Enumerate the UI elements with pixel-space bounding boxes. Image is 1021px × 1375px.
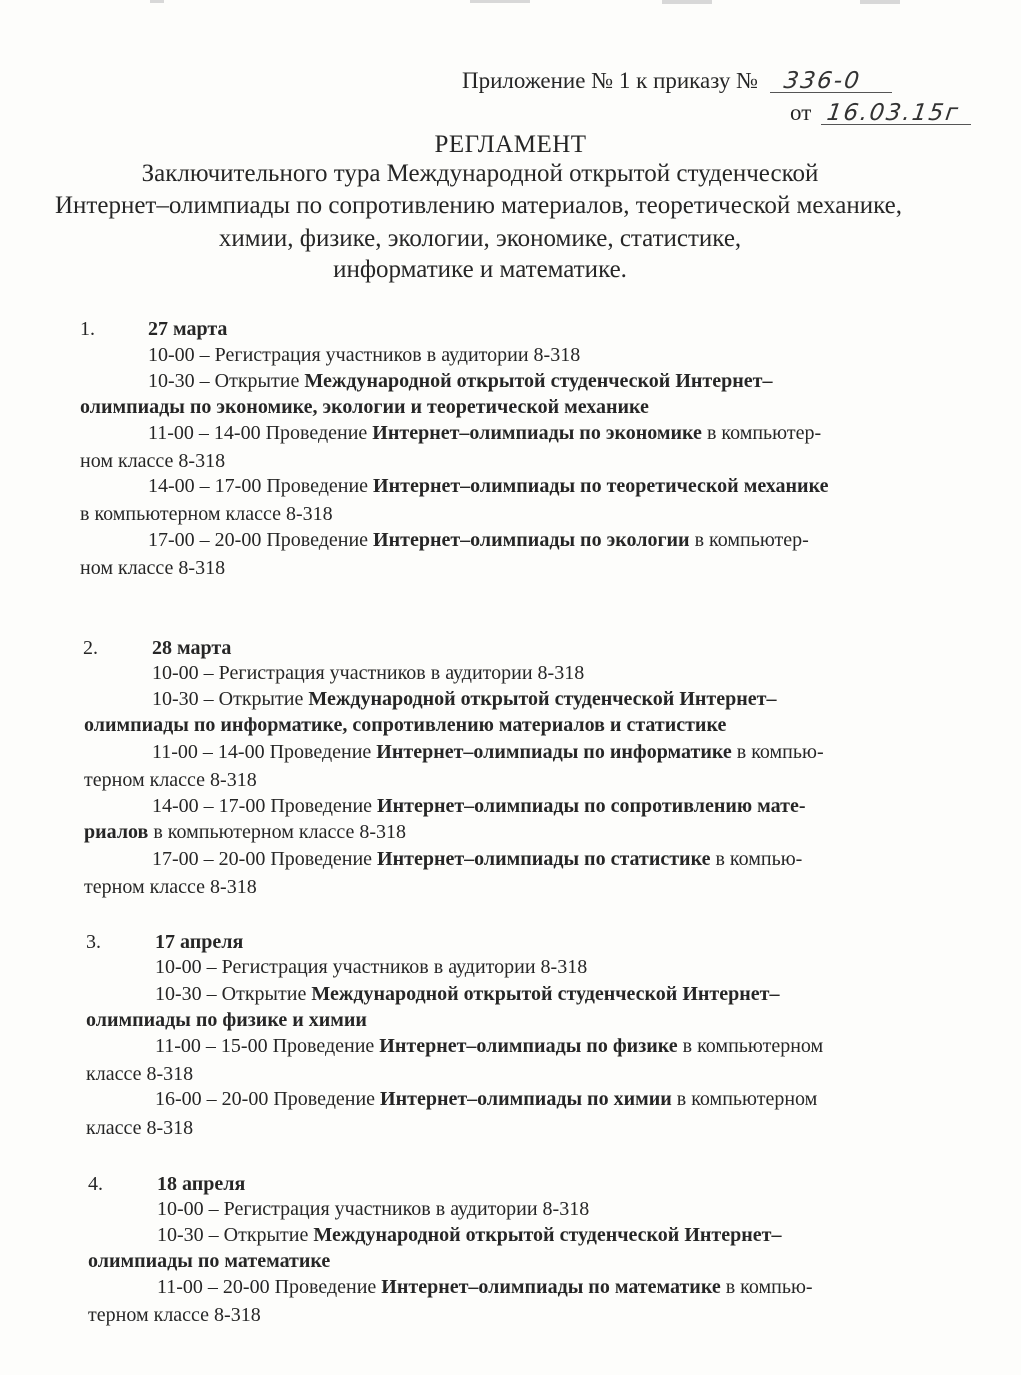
schedule-line xyxy=(155,956,587,979)
line-text: в компью- xyxy=(720,1276,813,1298)
line-text: ном классе 8-318 xyxy=(80,557,226,579)
section-number: 4. xyxy=(88,1173,103,1195)
event-title: Международной открытой студенческой Интернет– xyxy=(308,688,777,710)
schedule-line xyxy=(86,1063,193,1086)
section-number: 3. xyxy=(86,931,101,953)
schedule-line xyxy=(84,876,257,899)
scan-artifact xyxy=(150,0,164,3)
event-title: Международной открытой студенческой Интернет– xyxy=(304,370,773,392)
subtitle-line: информатике и математике. xyxy=(333,256,627,283)
schedule-line xyxy=(152,741,824,764)
schedule-line xyxy=(84,821,406,844)
line-text: 17-00 – 20-00 Проведение xyxy=(148,529,374,551)
section-date: 27 марта xyxy=(148,318,228,340)
schedule-line xyxy=(148,344,580,367)
section-number: 1. xyxy=(80,318,95,340)
schedule-line xyxy=(80,396,649,419)
schedule-line xyxy=(88,1304,261,1327)
line-text: в компьютерном классе 8-318 xyxy=(80,503,333,525)
order-date-line xyxy=(790,100,971,126)
appendix-text: Приложение № 1 к приказу № xyxy=(462,68,759,93)
scan-artifact xyxy=(860,0,900,4)
schedule-line xyxy=(86,1009,367,1032)
section-date: 18 апреля xyxy=(157,1173,246,1195)
schedule-line xyxy=(88,1250,330,1273)
line-text: терном классе 8-318 xyxy=(88,1304,261,1326)
line-text: 10-30 – Открытие xyxy=(155,983,312,1005)
order-number-handwritten: 336-0 xyxy=(781,68,863,94)
subtitle-line: Интернет–олимпиады по сопротивлению материалов, теоретической механике, xyxy=(54,192,903,219)
schedule-line xyxy=(84,769,257,792)
line-text: в компьютер- xyxy=(701,422,822,444)
order-date-field xyxy=(821,102,971,125)
event-title: Интернет–олимпиады по статистике xyxy=(377,848,711,870)
subtitle-line: Заключительного тура Международной открытой студенческой xyxy=(141,160,819,187)
line-text: 11-00 – 20-00 Проведение xyxy=(157,1276,382,1298)
event-title: Интернет–олимпиады по информатике xyxy=(376,741,732,763)
schedule-line xyxy=(84,714,726,737)
schedule-line xyxy=(152,795,805,818)
line-text: 14-00 – 17-00 Проведение xyxy=(152,795,378,817)
line-text: терном классе 8-318 xyxy=(84,769,257,791)
line-text: в компьютерном xyxy=(671,1088,818,1110)
line-text: ном классе 8-318 xyxy=(80,450,226,472)
line-text: 10-30 – Открытие xyxy=(148,370,305,392)
schedule-line xyxy=(80,557,225,580)
line-text: 10-00 – Регистрация участников в аудитории 8-318 xyxy=(152,662,585,684)
schedule-line xyxy=(148,370,772,393)
schedule-line xyxy=(157,1198,589,1221)
line-text: 10-00 – Регистрация участников в аудитории 8-318 xyxy=(157,1198,590,1220)
schedule-line xyxy=(80,450,225,473)
event-title: Интернет–олимпиады по сопротивлению мате- xyxy=(377,795,806,817)
schedule-line xyxy=(152,662,584,685)
event-title: олимпиады по математике xyxy=(88,1250,331,1272)
line-text: в компью- xyxy=(731,741,824,763)
line-text: классе 8-318 xyxy=(86,1063,194,1085)
event-title: Интернет–олимпиады по экономике xyxy=(372,422,702,444)
event-title: Международной открытой студенческой Интернет– xyxy=(311,983,780,1005)
line-text: 10-30 – Открытие xyxy=(157,1224,314,1246)
document-title: РЕГЛАМЕНТ xyxy=(434,131,587,158)
line-text: 11-00 – 15-00 Проведение xyxy=(155,1035,380,1057)
event-title: риалов xyxy=(84,821,149,843)
line-text: в компью- xyxy=(710,848,803,870)
date-prefix: от xyxy=(790,100,812,125)
schedule-line xyxy=(80,503,333,526)
line-text: 10-00 – Регистрация участников в аудитории 8-318 xyxy=(155,956,588,978)
event-title: Интернет–олимпиады по экологии xyxy=(373,529,690,551)
schedule-line xyxy=(148,529,809,552)
line-text: 11-00 – 14-00 Проведение xyxy=(152,741,377,763)
event-title: олимпиады по физике и химии xyxy=(86,1009,367,1031)
line-text: терном классе 8-318 xyxy=(84,876,257,898)
scan-artifact xyxy=(662,0,712,4)
section-date: 17 апреля xyxy=(155,931,244,953)
subtitle-line: химии, физике, экологии, экономике, статистике, xyxy=(218,225,742,252)
event-title: Международной открытой студенческой Интернет– xyxy=(313,1224,782,1246)
line-text: в компьютерном классе 8-318 xyxy=(148,821,406,843)
event-title: олимпиады по информатике, сопротивлению материалов и статистике xyxy=(84,714,727,736)
schedule-line xyxy=(155,1088,817,1111)
event-title: Интернет–олимпиады по теоретической механике xyxy=(373,475,829,497)
line-text: 16-00 – 20-00 Проведение xyxy=(155,1088,381,1110)
schedule-line xyxy=(152,688,776,711)
line-text: 17-00 – 20-00 Проведение xyxy=(152,848,378,870)
line-text: в компьютер- xyxy=(689,529,809,551)
event-title: Интернет–олимпиады по математике xyxy=(381,1276,721,1298)
order-number-field xyxy=(770,70,892,93)
scan-artifact xyxy=(470,0,530,3)
line-text: классе 8-318 xyxy=(86,1117,194,1139)
event-title: Интернет–олимпиады по физике xyxy=(379,1035,678,1057)
appendix-header xyxy=(462,68,892,94)
schedule-line xyxy=(148,475,828,498)
schedule-line xyxy=(152,848,802,871)
schedule-line xyxy=(157,1224,781,1247)
line-text: 11-00 – 14-00 Проведение xyxy=(148,422,373,444)
event-title: олимпиады по экономике, экологии и теоретической механике xyxy=(80,396,649,418)
schedule-line xyxy=(155,983,779,1006)
order-date-handwritten: 16.03.15г xyxy=(825,100,962,126)
line-text: в компьютерном xyxy=(677,1035,824,1057)
section-date: 28 марта xyxy=(152,637,232,659)
line-text: 10-30 – Открытие xyxy=(152,688,309,710)
schedule-line xyxy=(148,422,821,445)
section-number: 2. xyxy=(83,637,98,659)
schedule-line xyxy=(155,1035,823,1058)
schedule-line xyxy=(157,1276,813,1299)
schedule-line xyxy=(86,1117,193,1140)
line-text: 10-00 – Регистрация участников в аудитории 8-318 xyxy=(148,344,581,366)
line-text: 14-00 – 17-00 Проведение xyxy=(148,475,374,497)
event-title: Интернет–олимпиады по химии xyxy=(380,1088,672,1110)
